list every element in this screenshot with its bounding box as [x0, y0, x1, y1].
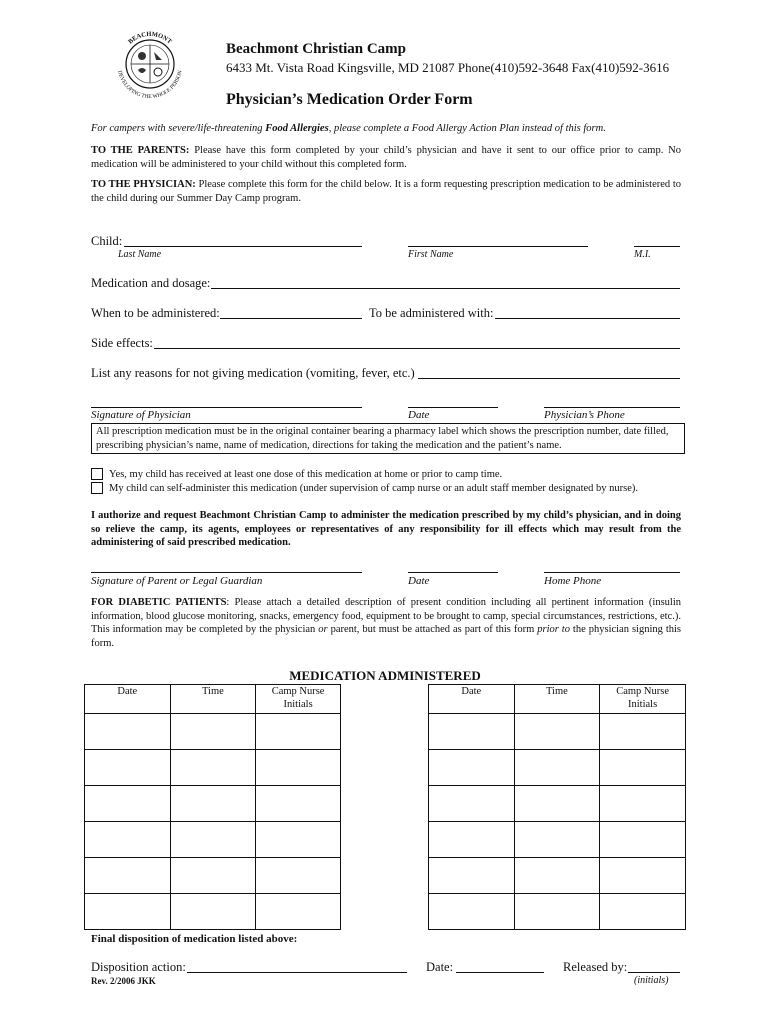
log-date-cell[interactable]	[429, 714, 515, 750]
allergy-note-bold: Food Allergies	[265, 123, 329, 134]
reasons-label: List any reasons for not giving medication (vomiting, fever, etc.)	[91, 366, 415, 380]
physician-signature-caption: Signature of Physician	[91, 409, 191, 421]
log-time-cell[interactable]	[170, 786, 256, 822]
log-col-date: Date	[429, 685, 515, 714]
released-by-field[interactable]	[628, 972, 680, 973]
log-entry-row	[429, 858, 686, 894]
log-time-cell[interactable]	[170, 894, 256, 930]
log-col-time: Time	[514, 685, 600, 714]
physician-text: Please complete this form for the child below. It is a form requesting prescription medication to be administered to the child during our Summer Day Camp program.	[91, 179, 681, 204]
last-name-caption: Last Name	[118, 249, 162, 260]
disposition-date-field[interactable]	[456, 972, 544, 973]
form-title: Physician’s Medication Order Form	[226, 91, 473, 108]
log-date-cell[interactable]	[429, 858, 515, 894]
log-initials-cell[interactable]	[256, 750, 341, 786]
allergy-note-pre: For campers with severe/life-threatening	[91, 123, 266, 134]
log-initials-cell[interactable]	[600, 750, 686, 786]
log-body-left	[85, 714, 341, 930]
disposition-action-field[interactable]	[187, 972, 407, 973]
log-date-cell[interactable]	[85, 714, 171, 750]
log-date-cell[interactable]	[85, 822, 171, 858]
log-header-row	[85, 685, 341, 714]
diabetic-text-3: the physician signing this form.	[91, 624, 681, 649]
log-header-row	[429, 685, 686, 714]
diabetic-label: FOR DIABETIC PATIENTS	[91, 597, 227, 608]
child-mi-field[interactable]	[634, 246, 680, 247]
parents-text: Please have this form completed by your child’s physician and have it sent to our office prior to camp. No medication will be administered to your child without this completed form.	[91, 145, 681, 170]
log-time-cell[interactable]	[170, 750, 256, 786]
physician-date-caption: Date	[408, 409, 430, 421]
log-date-cell[interactable]	[85, 858, 171, 894]
log-entry-row	[429, 894, 686, 930]
guardian-date-field[interactable]	[408, 572, 498, 573]
guardian-signature-caption: Signature of Parent or Legal Guardian	[91, 575, 263, 587]
medication-label: Medication and dosage:	[91, 276, 211, 290]
log-col-nurse-initials	[256, 685, 341, 714]
log-entry-row	[85, 822, 341, 858]
log-time-cell[interactable]	[170, 822, 256, 858]
when-label: When to be administered:	[91, 306, 220, 320]
released-by-label: Released by:	[563, 960, 628, 974]
medication-log-table-right	[428, 684, 686, 930]
log-initials-cell[interactable]	[600, 894, 686, 930]
self-administer-checkbox[interactable]	[91, 482, 103, 494]
log-time-cell[interactable]	[170, 714, 256, 750]
physician-label: TO THE PHYSICIAN:	[91, 179, 196, 190]
received-dose-checkbox[interactable]	[91, 468, 103, 480]
log-time-cell[interactable]	[514, 858, 600, 894]
log-date-cell[interactable]	[85, 786, 171, 822]
diabetic-text-or: or	[318, 624, 328, 635]
log-col-date: Date	[85, 685, 171, 714]
log-entry-row	[85, 894, 341, 930]
log-date-cell[interactable]	[429, 786, 515, 822]
log-date-cell[interactable]	[429, 822, 515, 858]
diabetic-instructions	[91, 596, 681, 650]
physician-phone-field[interactable]	[544, 407, 680, 408]
log-col-time: Time	[170, 685, 256, 714]
side-effects-label: Side effects:	[91, 336, 153, 350]
diabetic-text-prior: prior to	[537, 624, 570, 635]
physician-date-field[interactable]	[408, 407, 498, 408]
medication-dosage-field[interactable]	[211, 288, 680, 289]
log-date-cell[interactable]	[429, 894, 515, 930]
log-entry-row	[85, 750, 341, 786]
camp-logo-seal	[112, 26, 188, 102]
log-col-nurse-line2: Initials	[628, 699, 658, 710]
child-label: Child:	[91, 234, 123, 248]
log-entry-row	[85, 714, 341, 750]
log-entry-row	[429, 822, 686, 858]
physician-phone-caption: Physician’s Phone	[544, 409, 625, 421]
medication-log-title: MEDICATION ADMINISTERED	[289, 668, 481, 683]
log-initials-cell[interactable]	[256, 714, 341, 750]
log-initials-cell[interactable]	[256, 858, 341, 894]
log-entry-row	[429, 714, 686, 750]
log-entry-row	[85, 786, 341, 822]
log-time-cell[interactable]	[514, 894, 600, 930]
log-date-cell[interactable]	[85, 894, 171, 930]
when-administered-field[interactable]	[220, 318, 362, 319]
received-dose-label: Yes, my child has received at least one dose of this medication at home or prior to camp time.	[109, 468, 503, 480]
self-administer-label: My child can self-administer this medication (under supervision of camp nurse or an adult staff member designated by nurse).	[109, 482, 639, 494]
revision-note: Rev. 2/2006 JKK	[91, 976, 156, 986]
initials-caption: (initials)	[634, 975, 669, 986]
side-effects-field[interactable]	[154, 348, 680, 349]
home-phone-caption: Home Phone	[544, 575, 602, 587]
authorization-statement: I authorize and request Beachmont Christian Camp to administer the medication prescribed by my child’s physician, and in doing so relieve the camp, its agents, employees or representatives of any responsibility for ill effects which may result from the administering of said prescribed medication.	[91, 510, 681, 548]
parents-instructions	[91, 144, 681, 171]
svg-text:DEVELOPING THE WHOLE PERSON: DEVELOPING THE WHOLE PERSON	[116, 69, 184, 101]
log-initials-cell[interactable]	[600, 786, 686, 822]
child-first-name-field[interactable]	[408, 246, 588, 247]
log-time-cell[interactable]	[514, 750, 600, 786]
mi-caption: M.I.	[634, 249, 651, 260]
log-time-cell[interactable]	[514, 822, 600, 858]
allergy-note-post: , please complete a Food Allergy Action Plan instead of this form.	[328, 123, 606, 134]
log-entry-row	[85, 858, 341, 894]
log-col-nurse-line1: Camp Nurse	[271, 686, 325, 697]
log-initials-cell[interactable]	[600, 858, 686, 894]
first-name-caption: First Name	[408, 249, 454, 260]
log-time-cell[interactable]	[170, 858, 256, 894]
with-label: To be administered with:	[369, 306, 494, 320]
log-body-right	[429, 714, 686, 930]
container-requirements-note: All prescription medication must be in the original container bearing a pharmacy label which shows the prescription number, date filled, prescribing physician’s name, name of medication, directions for taking the medication and the patient’s name.	[91, 423, 685, 454]
log-initials-cell[interactable]	[600, 822, 686, 858]
log-time-cell[interactable]	[514, 786, 600, 822]
physician-instructions	[91, 178, 681, 205]
log-initials-cell[interactable]	[256, 786, 341, 822]
administered-with-field[interactable]	[495, 318, 680, 319]
disposition-action-label: Disposition action:	[91, 960, 186, 974]
disposition-date-label: Date:	[426, 960, 454, 974]
medication-log-table-left	[84, 684, 341, 930]
final-disposition-label: Final disposition of medication listed above:	[91, 933, 298, 945]
diabetic-text-1: : Please attach a detailed description of present condition including all pertinent information (insulin information, blood glucose monitoring, snacks, emergency food, equipment to be brought to camp, special circumstances, restrictions, etc.). This information may be completed by the physician	[91, 597, 681, 635]
log-col-nurse-line1: Camp Nurse	[616, 686, 669, 697]
log-initials-cell[interactable]	[256, 822, 341, 858]
log-initials-cell[interactable]	[600, 714, 686, 750]
log-col-nurse-line2: Initials	[283, 699, 313, 710]
checkbox-row-self-administer	[91, 482, 638, 494]
diabetic-text-2: parent, but must be attached as part of this form	[327, 624, 538, 635]
organization-name: Beachmont Christian Camp	[226, 41, 407, 57]
parents-label: TO THE PARENTS:	[91, 145, 190, 156]
log-col-nurse-initials	[600, 685, 686, 714]
guardian-date-caption: Date	[408, 575, 430, 587]
log-initials-cell[interactable]	[256, 894, 341, 930]
checkbox-row-received-dose	[91, 468, 502, 480]
reasons-field[interactable]	[418, 378, 680, 379]
log-entry-row	[429, 750, 686, 786]
home-phone-field[interactable]	[544, 572, 680, 573]
physician-signature-field[interactable]	[91, 407, 362, 408]
log-date-cell[interactable]	[85, 750, 171, 786]
organization-address: 6433 Mt. Vista Road Kingsville, MD 21087 Phone(410)592-3648 Fax(410)592-3616	[226, 60, 670, 75]
log-time-cell[interactable]	[514, 714, 600, 750]
log-entry-row	[429, 786, 686, 822]
child-last-name-field[interactable]	[124, 246, 362, 247]
log-date-cell[interactable]	[429, 750, 515, 786]
allergy-note	[91, 123, 606, 134]
guardian-signature-field[interactable]	[91, 572, 362, 573]
svg-text:BEACHMONT: BEACHMONT	[127, 30, 173, 46]
